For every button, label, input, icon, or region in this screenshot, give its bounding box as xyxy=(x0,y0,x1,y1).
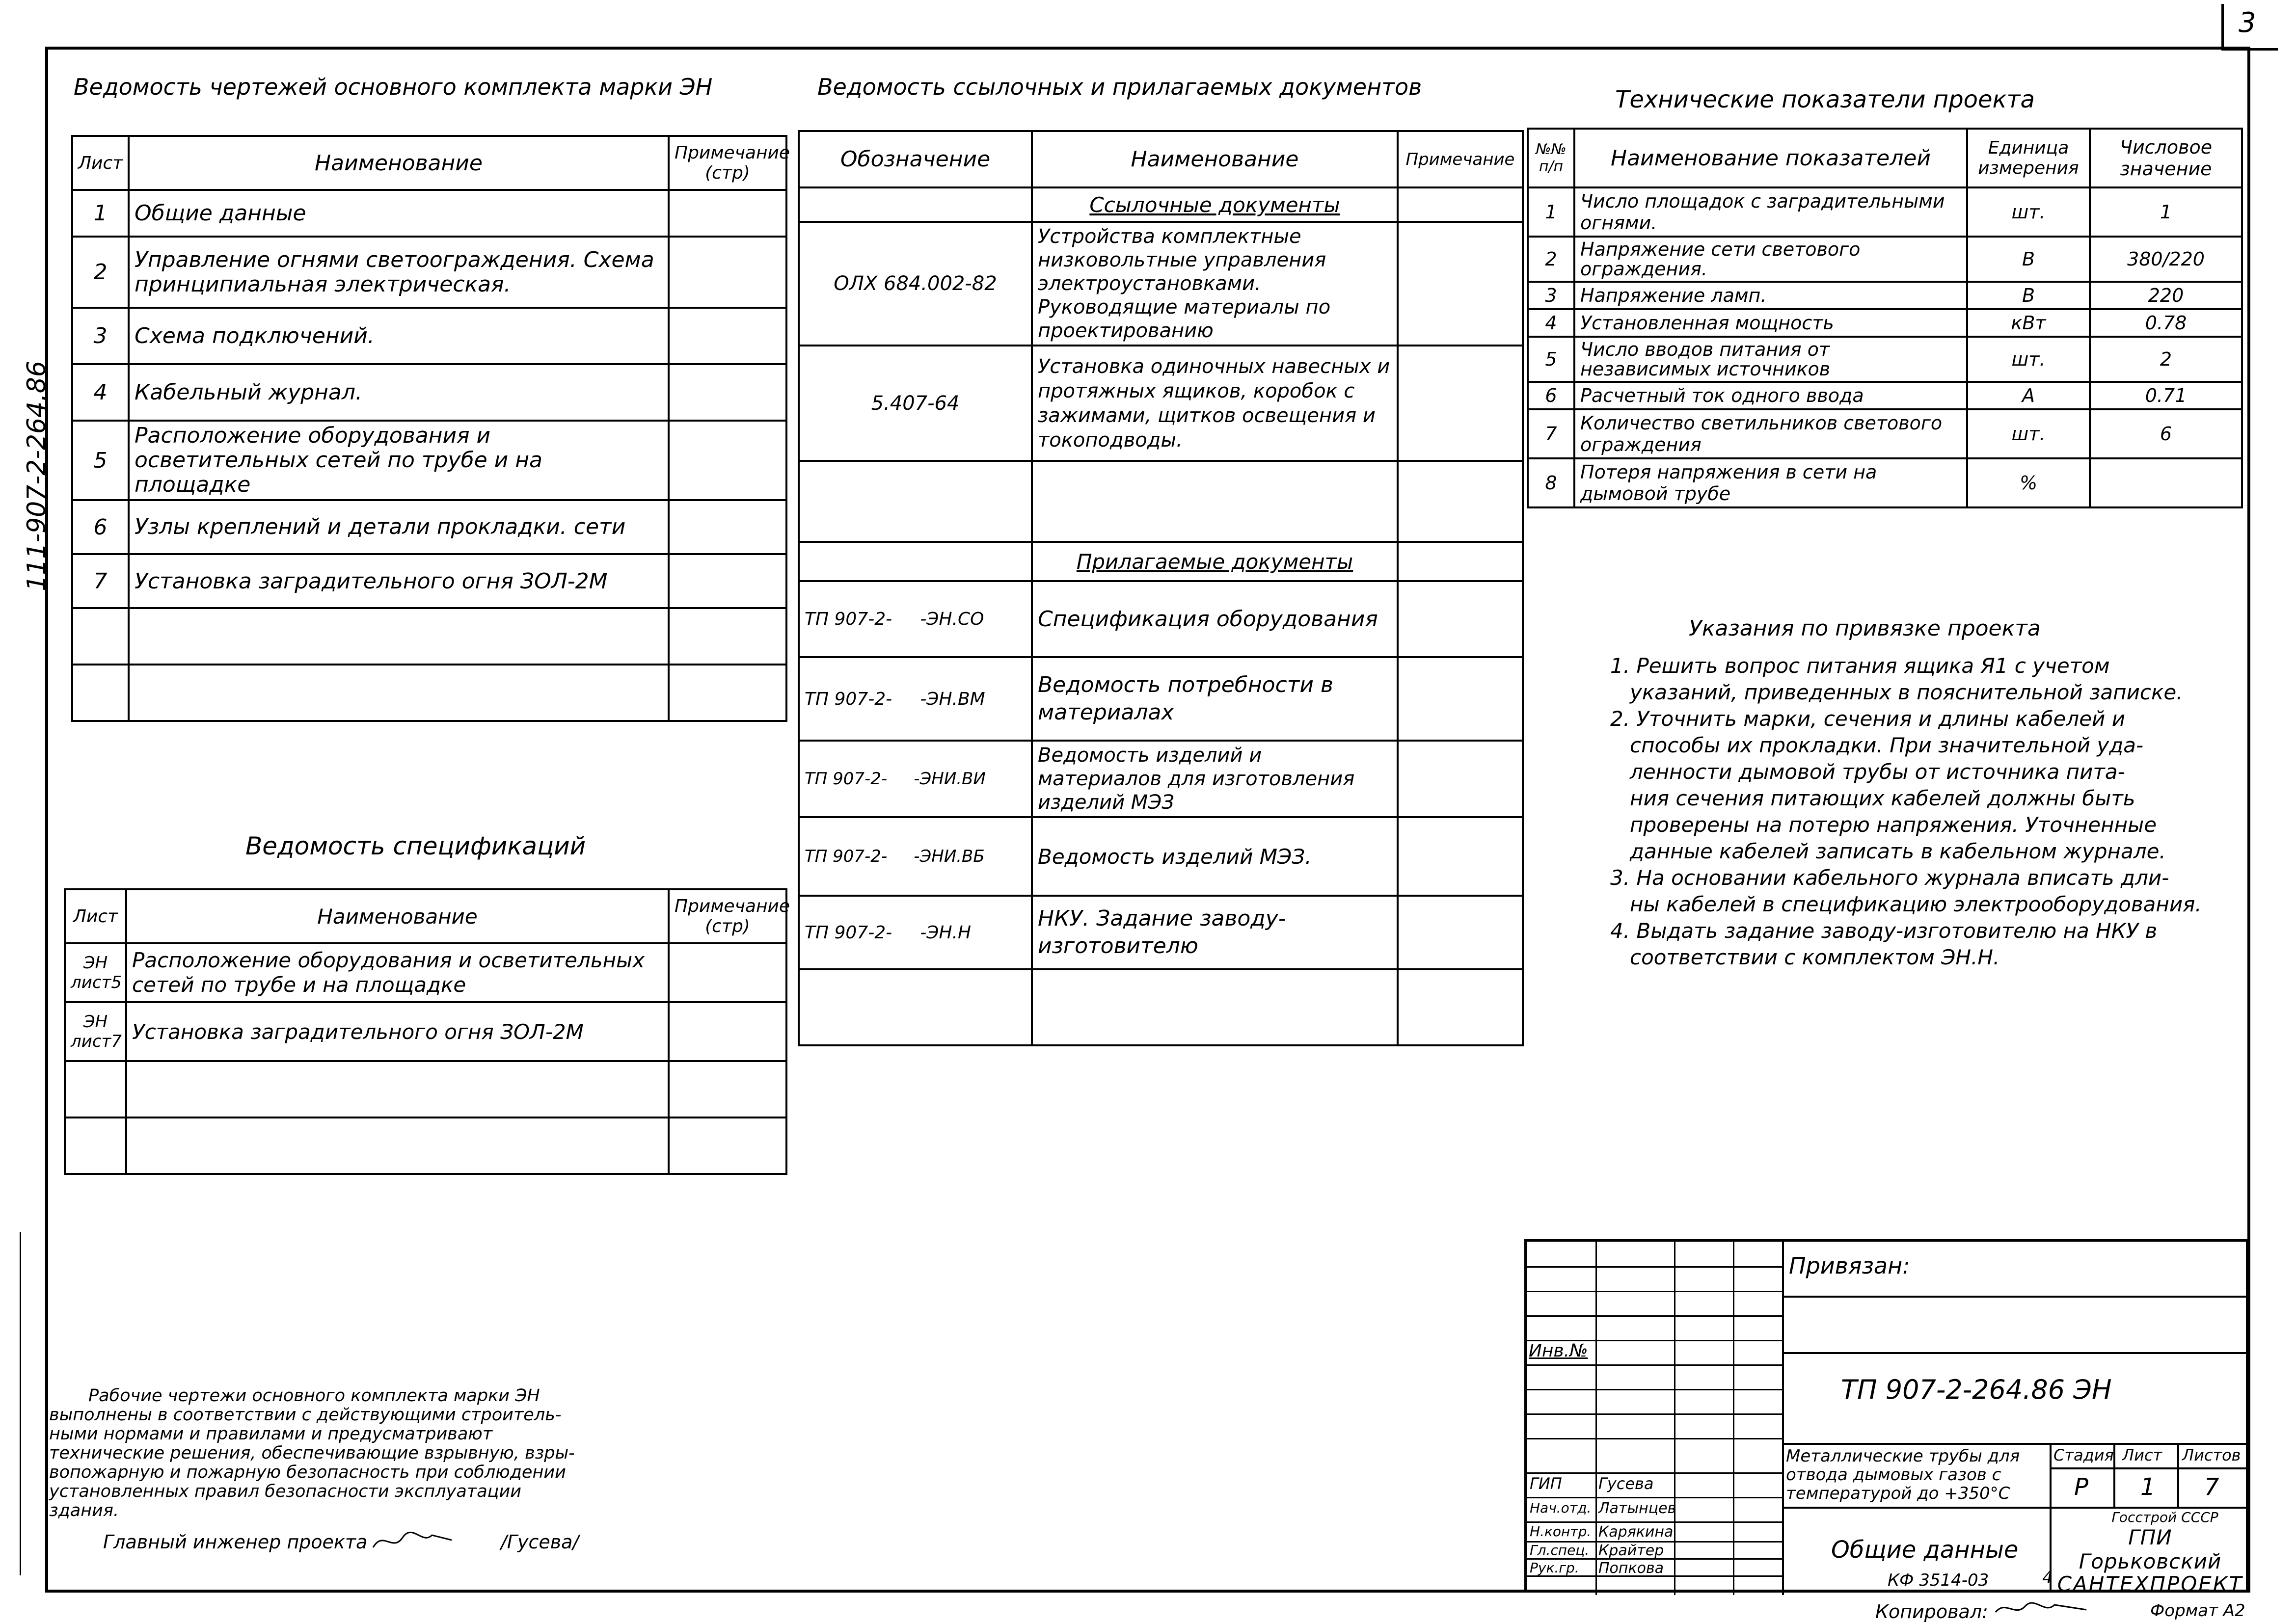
table-row: 1 Общие данные xyxy=(72,190,786,237)
staff-name: Попкова xyxy=(1598,1560,1664,1577)
section-ref: Ссылочные документы xyxy=(1032,187,1398,222)
instruction-line: 4. Выдать задание заводу-изготовителю на НКУ в xyxy=(1610,919,2158,943)
privyazan-label: Привязан: xyxy=(1789,1252,1910,1279)
table-row: 5 Расположение оборудования и осветительных сетей по трубе и на площадке xyxy=(72,421,786,500)
compliance-line: Рабочие чертежи основного комплекта марки ЭН xyxy=(88,1386,540,1406)
left-binding-strip xyxy=(20,1232,21,1575)
table-row: 2 Управление огнями светоограждения. Схема принципиальная электрическая. xyxy=(72,237,786,308)
stage-value: Р xyxy=(2074,1473,2088,1501)
table-row xyxy=(72,608,786,665)
compliance-line: выполнены в соответствии с действующими строитель- xyxy=(49,1405,562,1425)
specs-table xyxy=(64,888,790,1175)
header-num: №№ п/п xyxy=(1528,129,1574,187)
staff-role: ГИП xyxy=(1530,1474,1562,1493)
org-stamp xyxy=(2057,1509,2243,1595)
compliance-line: вопожарную и пожарную безопасность при соблюдении xyxy=(49,1463,566,1482)
table-row: 5.407-64 Установка одиночных навесных и протяжных ящиков, коробок с зажимами, щитков освещения и токоподводы. xyxy=(799,346,1523,461)
sheet-value: 1 xyxy=(2140,1473,2156,1501)
title-block-left-grid xyxy=(1527,1242,1784,1595)
table-row: 2 Напряжение сети светового ограждения. В 380/220 xyxy=(1528,237,2242,282)
table-row: 5 Число вводов питания от независимых источников шт. 2 xyxy=(1528,337,2242,382)
instruction-line: ны кабелей в спецификацию электрооборудования. xyxy=(1630,892,2202,916)
header-note: Примечание xyxy=(1398,131,1523,187)
table-row xyxy=(65,1117,786,1174)
project-name-cell xyxy=(1782,1443,2052,1507)
kf-sheet: 4 xyxy=(2042,1568,2053,1588)
project-name: Металлические трубы для отвода дымовых газов с температурой до +350°С xyxy=(1786,1446,2020,1503)
refs-table xyxy=(798,130,1524,1046)
staff-name: Латынцев xyxy=(1598,1500,1676,1517)
header-note: Примечание (стр) xyxy=(669,889,786,943)
sheet-label: Лист xyxy=(2122,1446,2162,1464)
table-row: 1 Число площадок с заградительными огнями. шт. 1 xyxy=(1528,187,2242,237)
table-row: 3 Схема подключений. xyxy=(72,308,786,364)
copied-by: Копировал: xyxy=(1875,1601,1988,1623)
header-name: Наименование xyxy=(126,889,669,943)
corner-sheet-number: 3 xyxy=(2239,7,2256,39)
instruction-line: указаний, приведенных в пояснительной записке. xyxy=(1630,680,2183,704)
table-row: ЭН лист7 Установка заградительного огня ЗОЛ-2М xyxy=(65,1002,786,1061)
org-name-1: ГПИ Горьковский xyxy=(2079,1525,2222,1573)
copier-signature xyxy=(1993,1597,2091,1620)
instructions-title: Указания по привязке проекта xyxy=(1689,616,2041,641)
staff-name: Гусева xyxy=(1598,1474,1654,1493)
header-note: Примечание (стр) xyxy=(669,136,786,190)
compliance-line: установленных правил безопасности эксплуатации xyxy=(49,1482,521,1501)
table-row: ТП 907-2- -ЭНИ.ВИ Ведомость изделий и материалов для изготовления изделий МЭЗ xyxy=(799,741,1523,817)
staff-role: Гл.спец. xyxy=(1530,1542,1590,1558)
format-label: Формат А2 xyxy=(2150,1601,2245,1621)
header-name: Наименование xyxy=(129,136,669,190)
table-row: 6 Узлы креплений и детали прокладки. сети xyxy=(72,500,786,554)
inv-no-label: Инв.№ xyxy=(1529,1341,1588,1361)
table-row: 3 Напряжение ламп. В 220 xyxy=(1528,282,2242,309)
instruction-line: 2. Уточнить марки, сечения и длины кабелей и xyxy=(1610,707,2125,731)
table-row: ТП 907-2- -ЭН.ВМ Ведомость потребности в материалах xyxy=(799,657,1523,741)
compliance-box xyxy=(49,1386,638,1590)
staff-role: Нач.отд. xyxy=(1530,1500,1592,1516)
tech-title: Технические показатели проекта xyxy=(1615,86,2035,113)
title-block xyxy=(1524,1239,2248,1596)
table-row: 7 Установка заградительного огня ЗОЛ-2М xyxy=(72,554,786,608)
org-top: Госстрой СССР xyxy=(2111,1509,2218,1525)
specs-title: Ведомость спецификаций xyxy=(245,832,586,860)
title-block-right xyxy=(1782,1242,2246,1596)
instructions-text xyxy=(1610,653,2202,971)
instruction-line: способы их прокладки. При значительной уда- xyxy=(1630,733,2144,757)
table-row: 8 Потеря напряжения в сети на дымовой трубе % xyxy=(1528,458,2242,507)
stage-grid xyxy=(2050,1443,2246,1507)
refs-title: Ведомость ссылочных и прилагаемых документов xyxy=(817,74,1422,100)
sheet-title: Общие данные xyxy=(1831,1536,2019,1564)
table-row: 6 Расчетный ток одного ввода А 0.71 xyxy=(1528,382,2242,409)
compliance-line: технические решения, обеспечивающие взрывную, взры- xyxy=(49,1443,575,1463)
table-row: ТП 907-2- -ЭНИ.ВБ Ведомость изделий МЭЗ. xyxy=(799,817,1523,896)
header-sheet: Лист xyxy=(65,889,126,943)
header-value: Числовое значение xyxy=(2090,129,2242,187)
table-row: ЭН лист5 Расположение оборудования и осветительных сетей по трубе и на площадке xyxy=(65,943,786,1002)
table-row: 7 Количество светильников светового ограждения шт. 6 xyxy=(1528,409,2242,458)
header-unit: Единица измерения xyxy=(1967,129,2090,187)
section-att: Прилагаемые документы xyxy=(1032,542,1398,581)
compliance-line: ными нормами и правилами и предусматривают xyxy=(49,1424,493,1444)
instruction-line: ленности дымовой трубы от источника пита- xyxy=(1630,760,2125,784)
instruction-line: данные кабелей записать в кабельном журнале. xyxy=(1630,839,2166,863)
header-sheet: Лист xyxy=(72,136,129,190)
instruction-line: соответствии с комплектом ЭН.Н. xyxy=(1630,945,2000,969)
drawings-title: Ведомость чертежей основного комплекта марки ЭН xyxy=(74,74,713,100)
table-row xyxy=(72,665,786,721)
sheets-value: 7 xyxy=(2204,1473,2219,1501)
table-row: ТП 907-2- -ЭН.Н НКУ. Задание заводу-изготовителю xyxy=(799,896,1523,969)
table-row: 4 Установленная мощность кВт 0.78 xyxy=(1528,309,2242,337)
signer-role: Главный инженер проекта xyxy=(103,1531,368,1553)
instruction-line: проверены на потерю напряжения. Уточненные xyxy=(1630,813,2157,837)
kf-number: КФ 3514-03 xyxy=(1888,1570,1989,1590)
signature-line xyxy=(49,1525,638,1560)
table-row: 4 Кабельный журнал. xyxy=(72,364,786,421)
drawings-table xyxy=(71,135,790,722)
org-name-2: САНТЕХПРОЕКТ xyxy=(2057,1572,2243,1596)
document-code: ТП 907-2-264.86 ЭН xyxy=(1841,1374,2112,1405)
signer-name: /Гусева/ xyxy=(501,1531,579,1553)
instruction-line: 1. Решить вопрос питания ящика Я1 с учетом xyxy=(1610,654,2110,678)
staff-name: Крайтер xyxy=(1598,1542,1664,1559)
table-row: ОЛХ 684.002-82 Устройства комплектные низковольтные управления электроустановками. Руководящие материалы по проектированию xyxy=(799,222,1523,346)
stage-label: Стадия xyxy=(2053,1446,2114,1464)
table-row xyxy=(65,1061,786,1117)
header-name: Наименование xyxy=(1032,131,1398,187)
staff-role: Рук.гр. xyxy=(1530,1560,1579,1576)
tech-table xyxy=(1527,128,2243,508)
instruction-line: 3. На основании кабельного журнала вписать дли- xyxy=(1610,866,2169,890)
header-code: Обозначение xyxy=(799,131,1032,187)
header-name: Наименование показателей xyxy=(1574,129,1967,187)
table-row: ТП 907-2- -ЭН.СО Спецификация оборудования xyxy=(799,581,1523,657)
side-stamp: 111-907-2-264.86 xyxy=(22,361,52,591)
signature-mark xyxy=(368,1525,457,1555)
staff-role: Н.контр. xyxy=(1530,1523,1592,1540)
instruction-line: ния сечения питающих кабелей должны быть xyxy=(1630,786,2135,810)
staff-name: Карякина xyxy=(1598,1523,1674,1541)
sheets-label: Листов xyxy=(2182,1446,2241,1464)
compliance-line: здания. xyxy=(49,1501,119,1520)
